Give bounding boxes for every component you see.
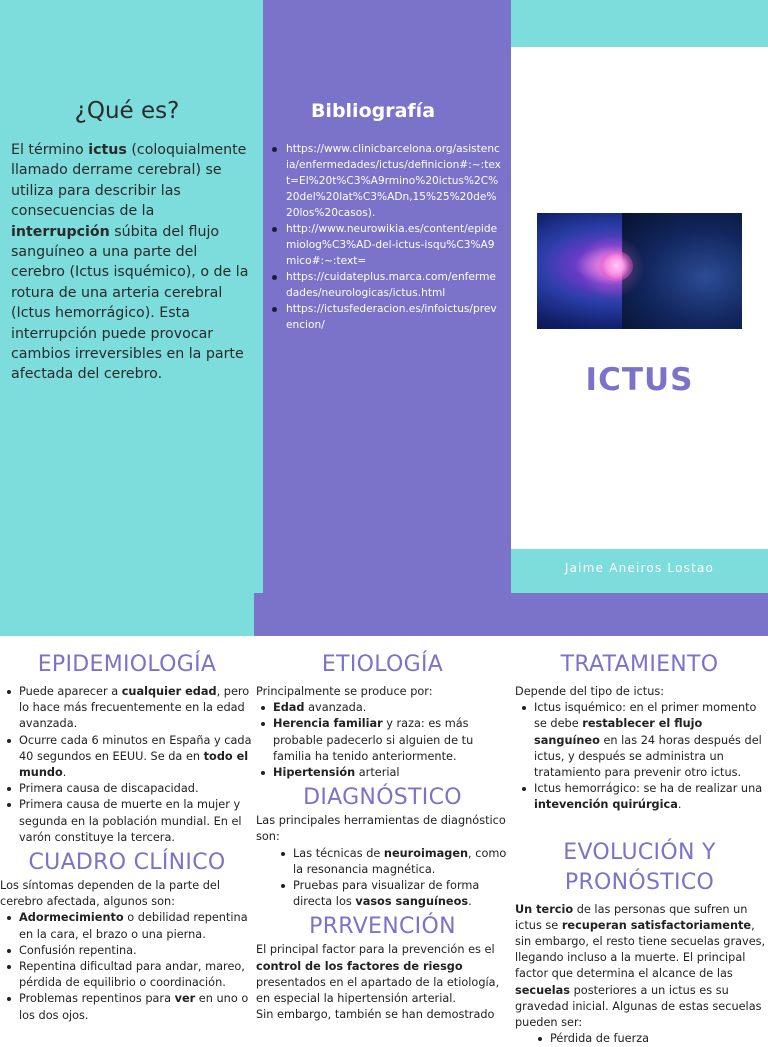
list-item: Problemas repentinos para ver en uno o los dos ojos. (0, 991, 254, 1023)
list-item: Pérdida de fuerza (531, 1031, 768, 1047)
purple-band (254, 593, 768, 636)
bibliografia-title: Bibliografía (310, 100, 436, 122)
epidemiologia-title: EPIDEMIOLOGÍA (37, 652, 217, 677)
diagnostico-list (254, 846, 511, 911)
list-item: Herencia familiar y raza: es más probable padecerlo si alguien de tu familia ha tenido anteriormente. (254, 716, 511, 765)
list-item: Hipertensión arterial (254, 765, 511, 781)
bibliografia-link[interactable]: https://www.clinicbarcelona.org/asistencia/enfermedades/ictus/definicion#:~:text=El%20t%C3%A9rmino%20ictus%2C%20del%20lat%C3%ADn,15%25%20de%20los%20casos). (271, 141, 501, 221)
cuadro-clinico-list (0, 910, 254, 1023)
bibliografia-link[interactable]: https://ictusfederacion.es/infoictus/prevencion/ (271, 301, 501, 333)
list-item: Repentina dificultad para andar, mareo, pérdida de equilibrio o coordinación. (0, 959, 254, 991)
glow-spark (577, 237, 647, 297)
list-item: Ictus isquémico: en el primer momento se debe restablecer el flujo sanguíneo en las 24 horas después del ictus, y después se administra un tratamiento para prevenir otro ictus. (515, 700, 768, 781)
brain-image (537, 213, 742, 329)
evolucion-list (511, 1031, 768, 1047)
cuadro-clinico-title: CUADRO CLÍNICO (28, 850, 226, 876)
que-es-title: ¿Qué es? (74, 98, 180, 124)
bibliografia-list (271, 141, 501, 333)
column-right (511, 636, 768, 1046)
diagnostico-intro: Las principales herramientas de diagnóstico son: (256, 814, 506, 844)
evolucion-title: EVOLUCIÓN Y PRONÓSTICO (563, 839, 716, 895)
etiologia-intro: Principalmente se produce por: (256, 685, 433, 698)
list-item: Confusión repentina. (0, 943, 254, 959)
list-item: Las técnicas de neuroimagen, como la resonancia magnética. (274, 846, 511, 878)
author-name: Jaime Aneiros Lostao (564, 561, 715, 575)
list-item: Puede aparecer a cualquier edad, pero lo hace más frecuentemente en la edad avanzada. (0, 684, 254, 733)
tratamiento-list (511, 700, 768, 813)
column-left (0, 636, 254, 1024)
etiologia-title: ETIOLOGÍA (321, 652, 444, 677)
list-item: Edad avanzada. (254, 700, 511, 716)
evolucion-text: Un tercio de las personas que sufren un ictus se recuperan satisfactoriamente, sin embargo, el resto tiene secuelas graves, llegando incluso a la muerte. El principal factor que determina el alcance de las secuelas posteriores a un ictus es su gravedad inicial. Algunas de estas secuelas pueden ser: (515, 902, 766, 1030)
prevencion-title: PRRVENCIÓN (309, 914, 456, 940)
prevencion-text: El principal factor para la prevención es el control de los factores de riesgo presentados en el apartado de la etiología, en especial la hipertensión arterial. (256, 943, 500, 1006)
tratamiento-intro: Depende del tipo de ictus: (515, 685, 665, 698)
cuadro-clinico-intro: Los síntomas dependen de la parte del cerebro afectada, algunos son: (0, 879, 221, 909)
list-item: Ictus hemorrágico: se ha de realizar una intevención quirúrgica. (515, 781, 768, 813)
bibliografia-link[interactable]: http://www.neurowikia.es/content/epidemiolog%C3%AD-del-ictus-isqu%C3%A9mico#:~:text= (271, 221, 501, 269)
list-item: Adormecimiento o debilidad repentina en la cara, el brazo o una pierna. (0, 910, 254, 942)
que-es-text: El término ictus (coloquialmente llamado derrame cerebral) se utiliza para describir las consecuencias de la interrupción súbita del flujo sanguíneo a una parte del cerebro (Ictus isquémico), o de la rotura de una arteria cerebral (Ictus hemorrágico). Esta interrupción puede provocar cambios irreversibles en la parte afectada del cerebro. (11, 142, 249, 383)
list-item: Ocurre cada 6 minutos en España y cada 40 segundos en EEUU. Se da en todo el mundo. (0, 733, 254, 782)
list-item: Pruebas para visualizar de forma directa los vasos sanguíneos. (274, 878, 511, 910)
tratamiento-title: TRATAMIENTO (560, 652, 719, 677)
etiologia-list (254, 700, 511, 781)
teal-strip (511, 0, 768, 47)
column-middle (254, 636, 511, 1024)
cover-title: ICTUS (585, 362, 694, 398)
prevencion-text-2: Sin embargo, también se han demostrado (256, 1008, 495, 1022)
epidemiologia-list (0, 684, 254, 846)
list-item: Primera causa de muerte en la mujer y segunda en la población mundial. En el varón constituye la tercera. (0, 797, 254, 846)
list-item: Primera causa de discapacidad. (0, 781, 254, 797)
bibliografia-link[interactable]: https://cuidateplus.marca.com/enfermedades/neurologicas/ictus.html (271, 269, 501, 301)
diagnostico-title: DIAGNÓSTICO (303, 785, 462, 811)
